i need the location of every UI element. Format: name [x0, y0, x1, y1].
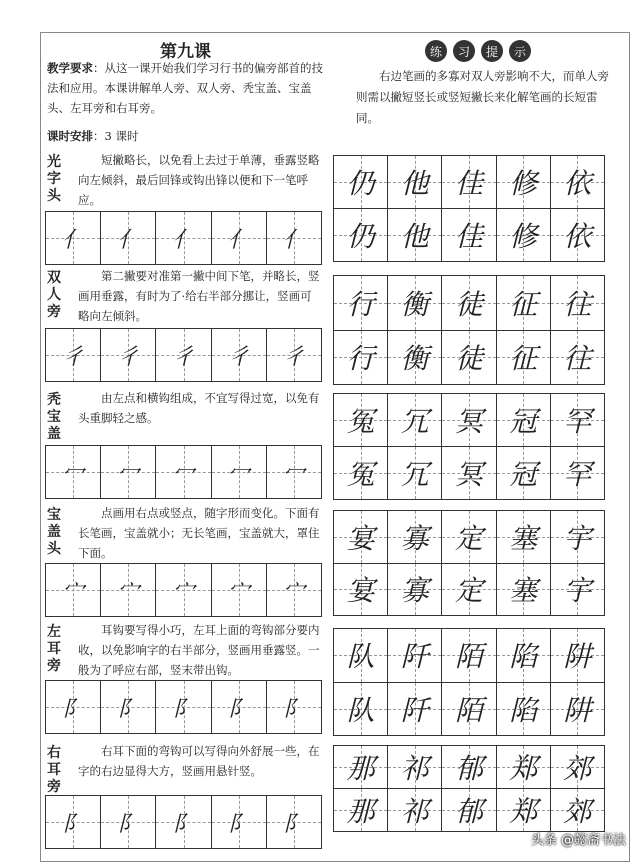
- example-box: [333, 393, 605, 500]
- grid-cell: [212, 329, 267, 381]
- grid-cell: [267, 681, 321, 733]
- grid-cell: [442, 394, 496, 446]
- grid-cell: [497, 789, 551, 831]
- radical-glyph: 阝: [62, 811, 85, 837]
- grid-cell: [334, 156, 388, 208]
- example-row: [334, 276, 604, 331]
- example-character: 修: [509, 220, 538, 253]
- example-row: [334, 564, 604, 616]
- example-character: 冥: [455, 405, 484, 438]
- radical-glyph: 冖: [117, 461, 140, 487]
- example-character: 行: [346, 342, 375, 376]
- radical-glyph: 冖: [282, 461, 305, 487]
- radical-glyph: 彳: [227, 344, 250, 370]
- radical-glyph: 宀: [62, 579, 85, 605]
- grid-cell: [551, 156, 604, 208]
- grid-cell: [388, 629, 442, 682]
- example-row: [334, 447, 604, 499]
- grid-cell: [497, 511, 551, 563]
- example-character: 徒: [455, 342, 484, 376]
- practice-grid: [45, 211, 322, 265]
- radical-glyph: 冖: [227, 461, 250, 487]
- grid-cell: [497, 156, 551, 208]
- example-character: 依: [563, 167, 592, 200]
- example-character: 郊: [563, 752, 592, 785]
- radical-glyph: 亻: [282, 227, 305, 253]
- section-description: 短撇略长，以免看上去过于单薄，垂露竖略向左倾斜，最后回锋或钩出锋以便和下一笔呼应。: [78, 153, 320, 207]
- example-character: 塞: [509, 521, 538, 555]
- example-character: 阡: [400, 640, 429, 674]
- radical-glyph: 阝: [227, 811, 250, 837]
- example-character: 佳: [455, 167, 484, 200]
- example-character: 冠: [509, 458, 538, 491]
- radical-glyph: 阝: [282, 811, 305, 837]
- teaching-requirements: [47, 58, 327, 118]
- grid-cell: [101, 329, 156, 381]
- section-description: 右耳下面的弯钩可以写得向外舒展一些，在字的右边显得大方，竖画用悬针竖。: [78, 744, 320, 778]
- grid-cell: [101, 796, 156, 848]
- radical-glyph: 宀: [117, 579, 140, 605]
- grid-cell: [497, 394, 551, 446]
- example-row: [334, 746, 604, 789]
- grid-cell: [551, 447, 604, 499]
- radical-glyph: 阝: [117, 696, 140, 722]
- example-character: 宴: [346, 574, 375, 608]
- example-box: [333, 628, 605, 736]
- grid-cell: [442, 683, 496, 736]
- grid-cell: [497, 447, 551, 499]
- grid-cell: [497, 629, 551, 682]
- example-character: 陷: [509, 640, 538, 674]
- grid-cell: [497, 331, 551, 385]
- grid-cell: [551, 564, 604, 616]
- practice-hint-text: 右边笔画的多寡对双人旁影响不大，而单人旁则需以撇短竖长或竖短撇长来化解笔画的长短雷同。: [356, 69, 609, 125]
- example-character: 依: [563, 220, 592, 253]
- example-character: 寡: [400, 521, 429, 555]
- grid-cell: [334, 331, 388, 385]
- hint-badge: 提: [481, 40, 503, 62]
- radical-glyph: 彳: [172, 344, 195, 370]
- grid-cell: [101, 212, 156, 264]
- radical-glyph: 冖: [62, 461, 85, 487]
- radical-glyph: 亻: [117, 227, 140, 253]
- grid-cell: [551, 683, 604, 736]
- example-character: 行: [346, 287, 375, 321]
- radical-glyph: 宀: [172, 579, 195, 605]
- example-character: 宴: [346, 521, 375, 555]
- example-character: 陌: [455, 693, 484, 727]
- example-character: 冤: [346, 405, 375, 438]
- radical-glyph: 彳: [62, 344, 85, 370]
- section-label: 右耳旁: [47, 745, 61, 795]
- example-character: 祁: [400, 752, 429, 785]
- section-label: 双人旁: [47, 270, 61, 320]
- example-character: 冗: [400, 458, 429, 491]
- radical-glyph: 亻: [172, 227, 195, 253]
- schedule-text: ：3 课时: [93, 129, 139, 143]
- example-character: 阱: [563, 693, 592, 727]
- grid-cell: [156, 212, 211, 264]
- grid-cell: [334, 789, 388, 831]
- practice-grid: [45, 563, 322, 617]
- practice-grid: [45, 680, 322, 734]
- grid-cell: [156, 796, 211, 848]
- example-character: 塞: [509, 574, 538, 608]
- example-character: 衡: [400, 342, 429, 376]
- schedule-label: 课时安排: [47, 129, 93, 143]
- example-character: 队: [346, 640, 375, 674]
- grid-cell: [212, 681, 267, 733]
- grid-cell: [334, 629, 388, 682]
- grid-cell: [497, 683, 551, 736]
- example-character: 往: [563, 287, 592, 321]
- grid-cell: [442, 564, 496, 616]
- grid-cell: [267, 329, 321, 381]
- grid-cell: [267, 212, 321, 264]
- radical-glyph: 阝: [117, 811, 140, 837]
- example-character: 徒: [455, 287, 484, 321]
- grid-cell: [442, 511, 496, 563]
- example-character: 征: [509, 287, 538, 321]
- example-character: 冥: [455, 458, 484, 491]
- grid-cell: [101, 564, 156, 616]
- section-label: 秃宝盖: [47, 392, 61, 442]
- grid-cell: [334, 209, 388, 261]
- example-row: [334, 683, 604, 736]
- grid-cell: [388, 331, 442, 385]
- grid-cell: [388, 789, 442, 831]
- radical-glyph: 阝: [172, 696, 195, 722]
- example-character: 队: [346, 693, 375, 727]
- example-character: 往: [563, 342, 592, 376]
- example-box: [333, 155, 605, 262]
- example-character: 那: [346, 795, 375, 828]
- practice-grid: [45, 795, 322, 849]
- grid-cell: [212, 446, 267, 498]
- example-character: 郑: [509, 752, 538, 785]
- grid-cell: [388, 156, 442, 208]
- example-character: 冤: [346, 458, 375, 491]
- example-character: 衡: [400, 287, 429, 321]
- grid-cell: [551, 394, 604, 446]
- grid-cell: [388, 746, 442, 788]
- grid-cell: [551, 209, 604, 261]
- example-character: 冗: [400, 405, 429, 438]
- grid-cell: [46, 212, 101, 264]
- section-label: 宝盖头: [47, 507, 61, 557]
- grid-cell: [156, 446, 211, 498]
- grid-cell: [334, 511, 388, 563]
- example-character: 祁: [400, 795, 429, 828]
- example-character: 陷: [509, 693, 538, 727]
- grid-cell: [551, 629, 604, 682]
- example-row: [334, 629, 604, 683]
- grid-cell: [497, 564, 551, 616]
- grid-cell: [388, 511, 442, 563]
- grid-cell: [388, 394, 442, 446]
- example-character: 佳: [455, 220, 484, 253]
- grid-cell: [334, 746, 388, 788]
- grid-cell: [212, 212, 267, 264]
- section-description: 由左点和横钩组成，不宜写得过宽，以免有头重脚轻之感。: [78, 391, 320, 425]
- radical-glyph: 阝: [172, 811, 195, 837]
- example-character: 宇: [563, 521, 592, 555]
- grid-cell: [46, 329, 101, 381]
- grid-cell: [442, 331, 496, 385]
- section-description: 耳钩要写得小巧，左耳上面的弯钩部分要内收，以免影响字的右半部分，竖画用垂露竖。一般为了呼应右部，竖末带出钩。: [78, 623, 320, 677]
- hint-badge: 示: [509, 40, 531, 62]
- grid-cell: [442, 629, 496, 682]
- grid-cell: [551, 746, 604, 788]
- radical-glyph: 亻: [62, 227, 85, 253]
- hint-badge: 习: [453, 40, 475, 62]
- watermark: 头条 @懿斋书法: [530, 833, 626, 848]
- radical-glyph: 阝: [282, 696, 305, 722]
- radical-glyph: 彳: [117, 344, 140, 370]
- grid-cell: [442, 447, 496, 499]
- grid-cell: [46, 681, 101, 733]
- grid-cell: [551, 511, 604, 563]
- grid-cell: [497, 746, 551, 788]
- example-character: 他: [400, 220, 429, 253]
- grid-cell: [442, 746, 496, 788]
- example-character: 寡: [400, 574, 429, 608]
- practice-grid: [45, 328, 322, 382]
- grid-cell: [334, 564, 388, 616]
- section-label: 光字头: [47, 154, 61, 204]
- example-row: [334, 331, 604, 385]
- example-character: 郁: [455, 752, 484, 785]
- example-character: 郁: [455, 795, 484, 828]
- grid-cell: [334, 276, 388, 330]
- example-character: 阱: [563, 640, 592, 674]
- example-character: 陌: [455, 640, 484, 674]
- grid-cell: [388, 209, 442, 261]
- grid-cell: [442, 209, 496, 261]
- example-row: [334, 156, 604, 209]
- grid-cell: [156, 564, 211, 616]
- example-row: [334, 511, 604, 564]
- grid-cell: [156, 329, 211, 381]
- grid-cell: [442, 276, 496, 330]
- class-schedule: [47, 128, 138, 144]
- grid-cell: [551, 276, 604, 330]
- practice-hint-badges: [425, 40, 531, 62]
- example-character: 郑: [509, 795, 538, 828]
- grid-cell: [267, 564, 321, 616]
- example-character: 定: [455, 521, 484, 555]
- grid-cell: [388, 276, 442, 330]
- radical-glyph: 彳: [282, 344, 305, 370]
- example-character: 罕: [563, 405, 592, 438]
- grid-cell: [212, 564, 267, 616]
- requirements-label: 教学要求: [47, 61, 93, 75]
- grid-cell: [497, 209, 551, 261]
- grid-cell: [101, 446, 156, 498]
- grid-cell: [46, 796, 101, 848]
- radical-glyph: 亻: [227, 227, 250, 253]
- section-description: 第二撇要对准第一撇中间下笔，并略长，竖画用垂露，有时为了·给右半部分挪让，竖画可略向左倾斜。: [78, 269, 320, 323]
- example-box: [333, 510, 605, 616]
- example-character: 宇: [563, 574, 592, 608]
- example-character: 修: [509, 167, 538, 200]
- grid-cell: [497, 276, 551, 330]
- radical-glyph: 阝: [62, 696, 85, 722]
- radical-glyph: 宀: [227, 579, 250, 605]
- example-character: 征: [509, 342, 538, 376]
- example-character: 仍: [346, 220, 375, 253]
- example-row: [334, 394, 604, 447]
- section-label: 左耳旁: [47, 624, 61, 674]
- lesson-title: 第九课: [160, 42, 211, 62]
- grid-cell: [442, 789, 496, 831]
- example-box: [333, 745, 605, 832]
- example-character: 他: [400, 167, 429, 200]
- radical-glyph: 冖: [172, 461, 195, 487]
- grid-cell: [267, 446, 321, 498]
- example-character: 仍: [346, 167, 375, 200]
- example-row: [334, 209, 604, 261]
- grid-cell: [334, 394, 388, 446]
- grid-cell: [551, 331, 604, 385]
- example-character: 定: [455, 574, 484, 608]
- grid-cell: [212, 796, 267, 848]
- example-character: 冠: [509, 405, 538, 438]
- grid-cell: [551, 789, 604, 831]
- grid-cell: [388, 564, 442, 616]
- section-description: 点画用右点或竖点，随字形而变化。下面有长笔画，宝盖就小；无长笔画，宝盖就大，罩住下面。: [78, 506, 320, 560]
- grid-cell: [267, 796, 321, 848]
- radical-glyph: 宀: [282, 579, 305, 605]
- example-box: [333, 275, 605, 385]
- radical-glyph: 阝: [227, 696, 250, 722]
- example-character: 罕: [563, 458, 592, 491]
- example-character: 郊: [563, 795, 592, 828]
- example-row: [334, 789, 604, 831]
- hint-badge: 练: [425, 40, 447, 62]
- practice-grid: [45, 445, 322, 499]
- requirements-text: ：从这一课开始我们学习行书的偏旁部首的技法和应用。本课讲解单人旁、双人旁、秃宝盖、宝盖头、左耳旁和右耳旁。: [47, 61, 323, 115]
- grid-cell: [388, 447, 442, 499]
- grid-cell: [442, 156, 496, 208]
- grid-cell: [156, 681, 211, 733]
- grid-cell: [334, 447, 388, 499]
- example-character: 那: [346, 752, 375, 785]
- grid-cell: [334, 683, 388, 736]
- example-character: 阡: [400, 693, 429, 727]
- grid-cell: [388, 683, 442, 736]
- grid-cell: [46, 446, 101, 498]
- grid-cell: [101, 681, 156, 733]
- grid-cell: [46, 564, 101, 616]
